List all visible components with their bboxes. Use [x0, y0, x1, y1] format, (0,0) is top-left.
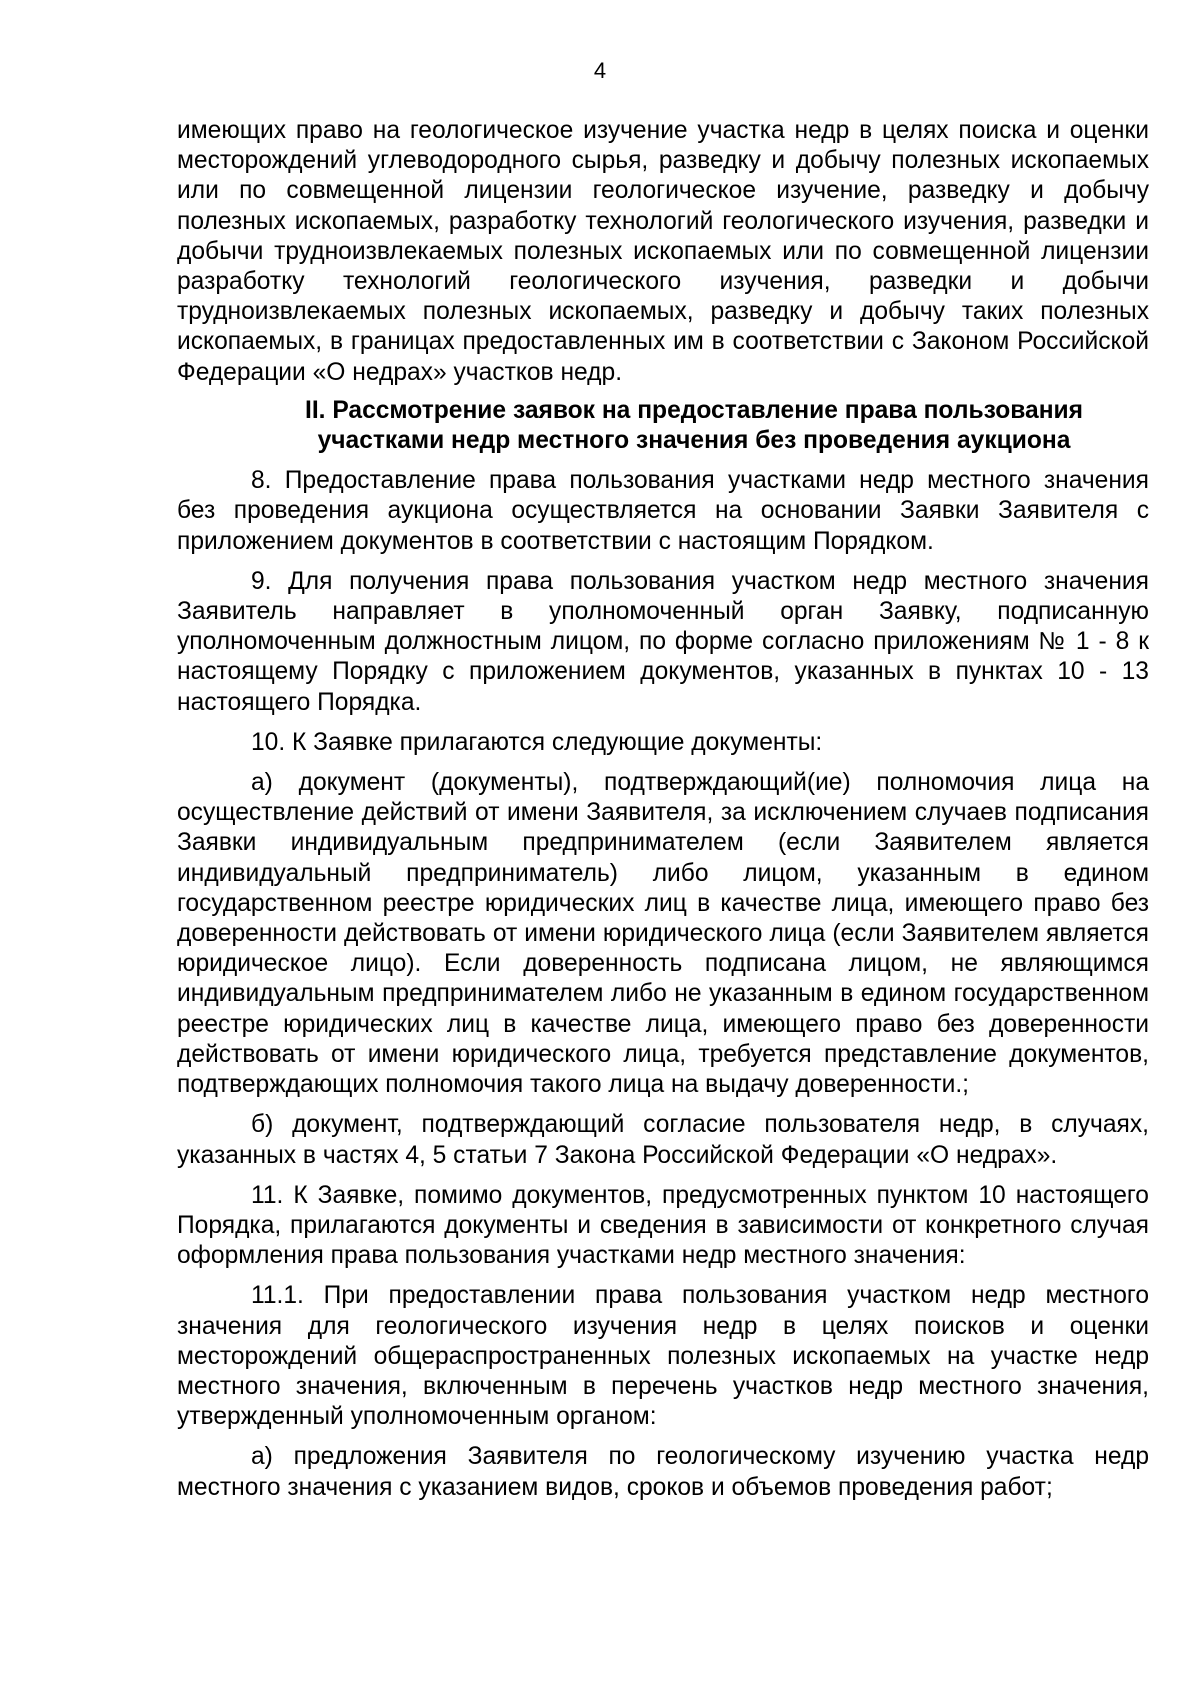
document-body — [177, 116, 1149, 1503]
paragraph-11-1: 11.1. При предоставлении права пользования участком недр местного значения для геологического изучения недр в целях поисков и оценки месторождений общераспространенных полезных ископаемых на участке недр местного значения, включенным в перечень участков недр местного значения, утвержденный уполномоченным органом: — [177, 1282, 1149, 1431]
section-heading: II. Рассмотрение заявок на предоставление права пользования участками недр местного значения без проведения аукциона — [304, 396, 1084, 455]
paragraph-11: 11. К Заявке, помимо документов, предусмотренных пунктом 10 настоящего Порядка, прилагаются документы и сведения в зависимости от конкретного случая оформления права пользования участками недр местного значения: — [177, 1181, 1149, 1270]
paragraph-9: 9. Для получения права пользования участком недр местного значения Заявитель направляет в уполномоченный орган Заявку, подписанную уполномоченным должностным лицом, по форме согласно приложениям № 1 - 8 к настоящему Порядку с приложением документов, указанных в пунктах 10 - 13 настоящего Порядка. — [177, 567, 1149, 716]
paragraph-10: 10. К Заявке прилагаются следующие документы: — [251, 728, 823, 756]
paragraph-10-a: а) документ (документы), подтверждающий(ие) полномочия лица на осуществление действий от имени Заявителя, за исключением случаев подписания Заявки индивидуальным предпринимателем (если Заявителем является индивидуальный предприниматель) либо лицом, указанным в едином государственном реестре юридических лиц в качестве лица, имеющего право без доверенности действовать от имени юридического лица (если Заявителем является юридическое лицо). Если доверенность подписана лицом, не являющимся индивидуальным предпринимателем либо не указанным в едином государственном реестре юридических лиц в качестве лица, имеющего право без доверенности действовать от имени юридического лица, требуется представление документов, подтверждающих полномочия такого лица на выдачу доверенности.; — [177, 769, 1149, 1099]
paragraph-continuation: имеющих право на геологическое изучение участка недр в целях поиска и оценки месторождений углеводородного сырья, разведку и добычу полезных ископаемых или по совмещенной лицензии геологическое изучение, разведку и добычу полезных ископаемых, разработку технологий геологического изучения, разведки и добычи трудноизвлекаемых полезных ископаемых или по совмещенной лицензии разработку технологий геологического изучения, разведки и добычи трудноизвлекаемых полезных ископаемых, разведку и добычу таких полезных ископаемых, в границах предоставленных им в соответствии с Законом Российской Федерации «О недрах» участков недр. — [177, 117, 1149, 386]
paragraph-10-b: б) документ, подтверждающий согласие пользователя недр, в случаях, указанных в частях 4, 5 статьи 7 Закона Российской Федерации «О недрах». — [177, 1111, 1149, 1169]
page-number: 4 — [593, 58, 607, 83]
paragraph-8: 8. Предоставление права пользования участками недр местного значения без проведения аукциона осуществляется на основании Заявки Заявителя с приложением документов в соответствии с настоящим Порядком. — [177, 467, 1149, 555]
paragraph-11-1-a: а) предложения Заявителя по геологическому изучению участка недр местного значения с указанием видов, сроков и объемов проведения работ; — [177, 1443, 1149, 1501]
